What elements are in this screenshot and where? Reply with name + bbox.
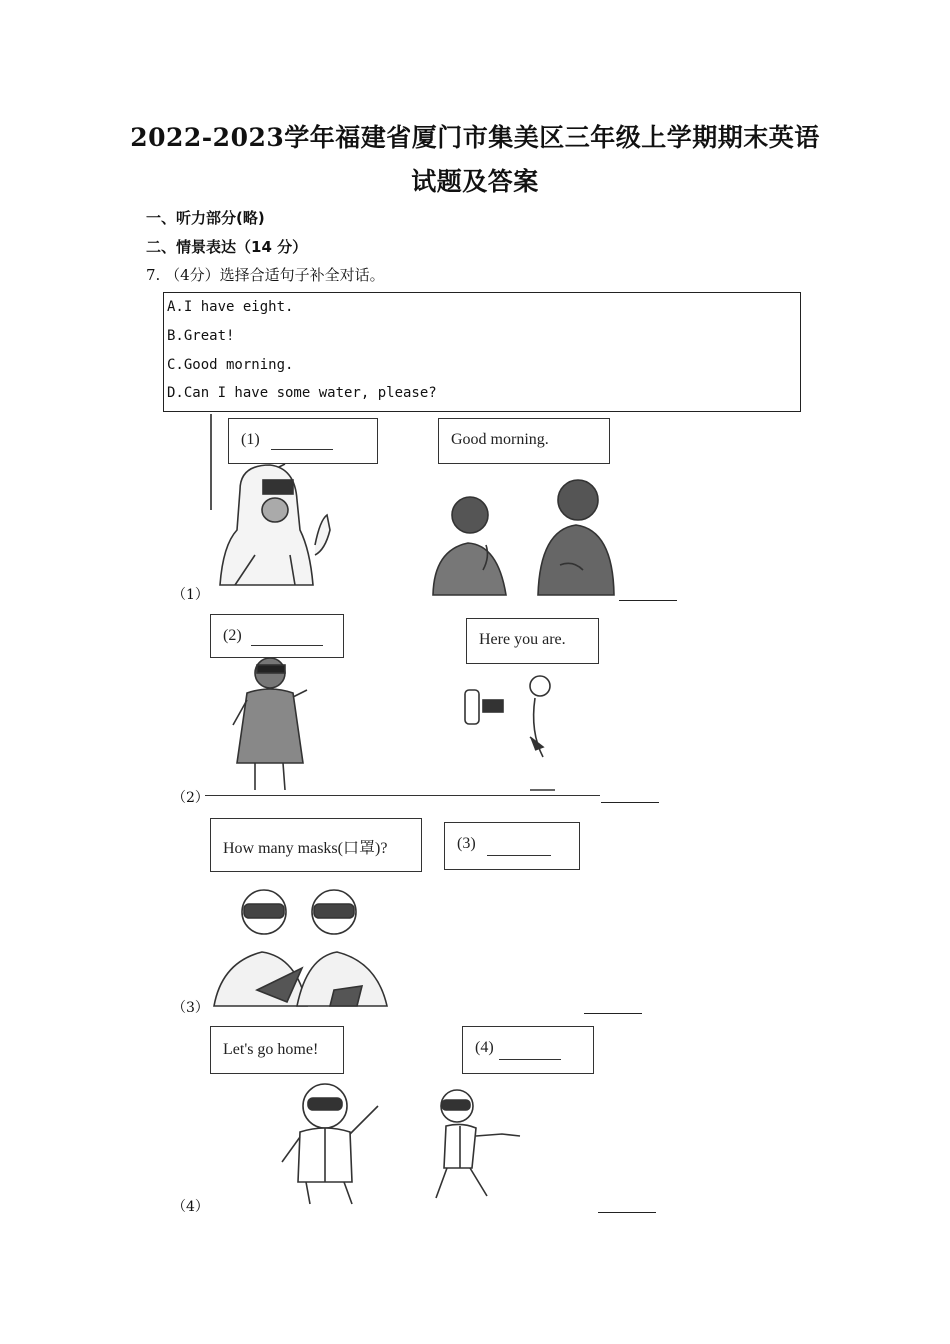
bubble-text: (4) (475, 1039, 494, 1056)
answer-line-2[interactable] (601, 802, 659, 803)
item-number-1: （1） (172, 587, 209, 603)
bubble-1-left (228, 418, 378, 464)
item-number-3: （3） (172, 1000, 209, 1016)
blank-line (271, 449, 333, 450)
worker-gown-illustration (225, 655, 315, 793)
bubble-1-right (438, 418, 610, 464)
scene-border (210, 414, 212, 510)
bubble-3-right (444, 822, 580, 870)
health-worker-illustration (215, 460, 335, 590)
two-workers-illustration (212, 882, 392, 1008)
answer-line-1[interactable] (619, 600, 677, 601)
section-situational: 二、情景表达（14 分） (146, 238, 308, 256)
option-a: A.I have eight. (167, 299, 294, 315)
bubble-3-left (210, 818, 422, 872)
bubble-text: (1) (241, 431, 260, 448)
running-worker-illustration (432, 1086, 532, 1202)
doctors-illustration (428, 475, 623, 595)
page-title-line2: 试题及答案 (411, 167, 539, 196)
bubble-4-left (210, 1026, 344, 1074)
option-b: B.Great! (167, 328, 235, 344)
item-number-4: （4） (172, 1199, 209, 1215)
bubble-text: Let's go home! (223, 1041, 319, 1058)
scene-ground-line (205, 795, 600, 796)
bubble-text: Here you are. (479, 631, 566, 648)
blank-line (251, 645, 323, 646)
answer-line-3[interactable] (584, 1013, 642, 1014)
blank-line (499, 1059, 561, 1060)
bubble-4-right (462, 1026, 594, 1074)
section-listening: 一、听力部分(略) (146, 209, 265, 227)
bubble-text: How many masks(口罩)? (223, 840, 388, 857)
bubble-2-right (466, 618, 599, 664)
question-7: 7. （4分）选择合适句子补全对话。 (146, 266, 385, 284)
page-title-line1: 2022-2023学年福建省厦门市集美区三年级上学期期末英语 (130, 123, 820, 152)
bubble-text: (3) (457, 835, 476, 852)
options-box (163, 292, 801, 412)
blank-line (487, 855, 551, 856)
bubble-text: (2) (223, 627, 242, 644)
item-number-2: （2） (172, 790, 209, 806)
bubble-2-left (210, 614, 344, 658)
waving-worker-illustration (270, 1082, 385, 1206)
water-bottle-illustration (455, 672, 570, 792)
option-d: D.Can I have some water, please? (167, 385, 437, 401)
answer-line-4[interactable] (598, 1212, 656, 1213)
bubble-text: Good morning. (451, 431, 549, 448)
option-c: C.Good morning. (167, 357, 294, 373)
